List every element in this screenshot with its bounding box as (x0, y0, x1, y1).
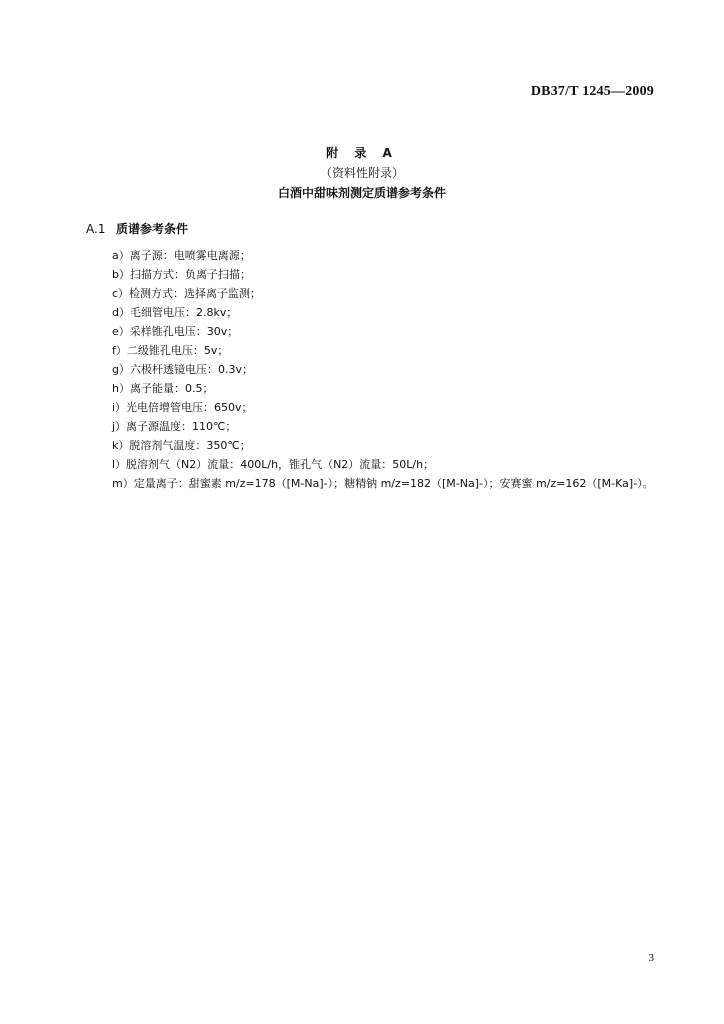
list-item: b）扫描方式：负离子扫描； (112, 268, 251, 281)
document-code: DB37/T 1245—2009 (530, 84, 654, 99)
section-title: 质谱参考条件 (116, 222, 189, 236)
appendix-title: 白酒中甜味剂测定质谱参考条件 (277, 186, 446, 200)
list-item: g）六极杆透镜电压：0.3v； (112, 363, 253, 376)
list-item: f）二级锥孔电压：5v； (112, 344, 229, 357)
list-item: l）脱溶剂气（N2）流量：400L/h，锥孔气（N2）流量：50L/h； (112, 458, 435, 471)
list-item: j）离子源温度：110℃； (112, 420, 237, 433)
appendix-nature: （资料性附录） (319, 166, 404, 180)
list-item: m）定量离子：甜蜜素 m/z=178（[M-Na]-）；糖精钠 m/z=182（[M-Na]-）；安赛蜜 m/z=162（[M-Ka]-）。 (112, 477, 654, 490)
list-item: c）检测方式：选择离子监测； (112, 287, 262, 300)
appendix-heading (0, 143, 724, 203)
condition-list (112, 246, 654, 493)
appendix-label: 附 录 A (326, 146, 398, 160)
list-item: e）采样锥孔电压：30v； (112, 325, 239, 338)
list-item: d）毛细管电压：2.8kv； (112, 306, 238, 319)
list-item: k）脱溶剂气温度：350℃； (112, 439, 251, 452)
list-item: i）光电倍增管电压：650v； (112, 401, 253, 414)
section-heading (86, 220, 188, 237)
page-number: 3 (648, 952, 654, 964)
section-number: A.1 (86, 222, 106, 236)
list-item: a）离子源：电喷雾电离源； (112, 249, 251, 262)
list-item: h）离子能量：0.5； (112, 382, 214, 395)
